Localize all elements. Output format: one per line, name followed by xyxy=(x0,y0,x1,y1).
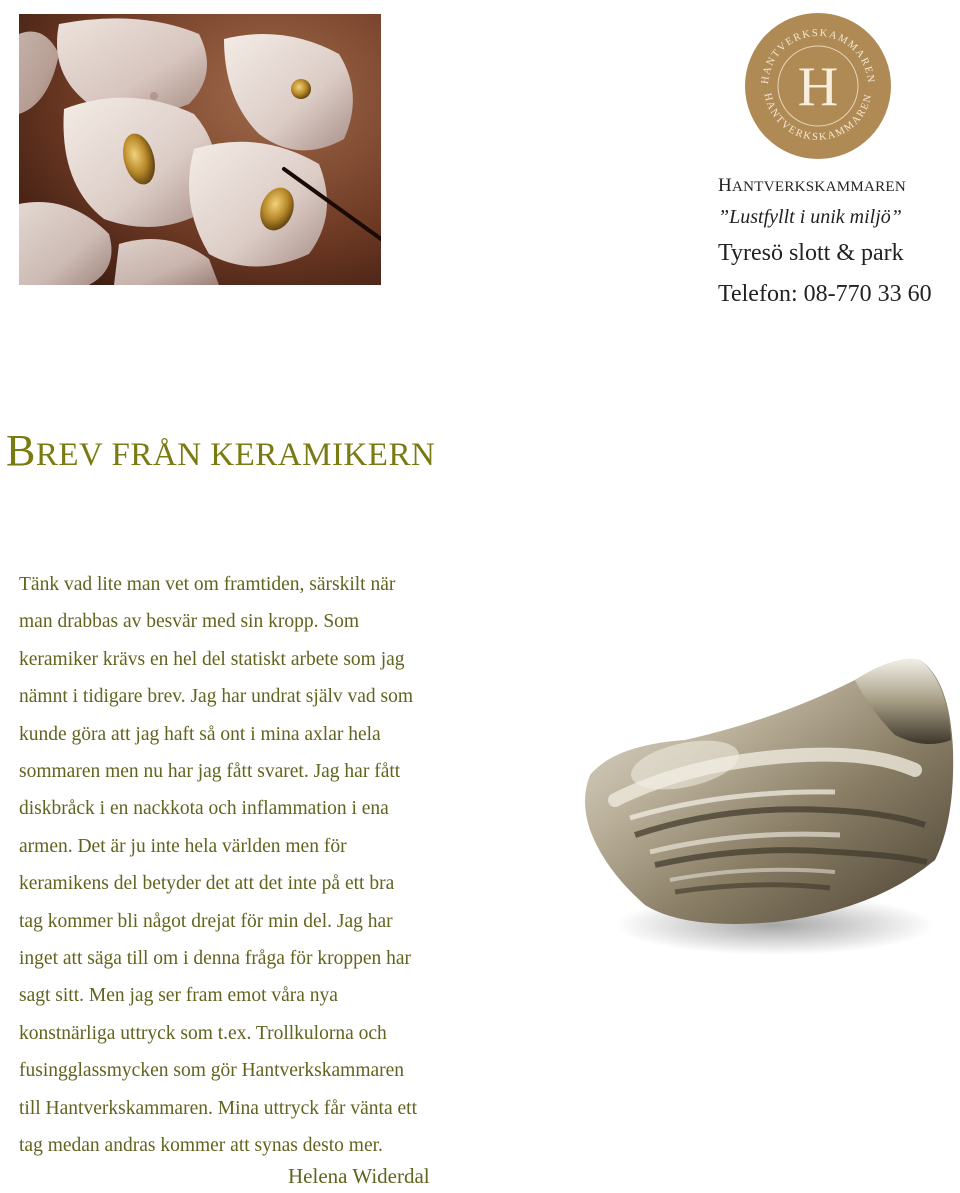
handshake-bead-photo xyxy=(575,640,960,970)
letter-line: tag kommer bli något drejat för min del. Jag har xyxy=(19,910,393,932)
contact-block xyxy=(718,174,958,306)
phone-number: Telefon: 08-770 33 60 xyxy=(718,281,932,307)
ceramics-photo-image xyxy=(19,14,381,285)
letter-line: kunde göra att jag haft så ont i mina axlar hela xyxy=(19,723,381,745)
letter-line: man drabbas av besvär med sin kropp. Som xyxy=(19,611,360,633)
seal-ring-text-bottom: HANTVERKSKAMMAREN xyxy=(761,92,875,144)
letter-line: konstnärliga uttryck som t.ex. Trollkulorna och xyxy=(19,1022,387,1044)
letter-line: Tänk vad lite man vet om framtiden, särskilt när xyxy=(19,574,396,595)
letter-line: tag medan andras kommer att synas desto mer. xyxy=(19,1135,383,1157)
page-title-rest: REV FRÅN KERAMIKERN xyxy=(35,437,436,473)
business-name-initial: H xyxy=(718,175,733,196)
letter-line: keramiker krävs en hel del statiskt arbete som jag xyxy=(19,648,405,670)
page-title xyxy=(6,425,435,476)
seal-ring-text-top: HANTVERKSKAMMAREN xyxy=(759,27,877,85)
letter-line: fusingglassmycken som gör Hantverkskammaren xyxy=(19,1060,405,1082)
letter-line: inget att säga till om i denna fråga för kroppen har xyxy=(19,948,412,970)
signature: Helena Widerdal xyxy=(288,1164,430,1188)
letter-line: keramikens del betyder det att det inte på ett bra xyxy=(19,873,395,895)
letter-line: till Hantverkskammaren. Mina uttryck får vänta ett xyxy=(19,1097,417,1119)
location: Tyresö slott & park xyxy=(718,240,904,266)
business-name xyxy=(718,176,958,195)
letter-line: sagt sitt. Men jag ser fram emot våra nya xyxy=(19,985,338,1007)
hantverkskammaren-seal xyxy=(744,12,892,160)
ceramics-photo xyxy=(19,14,381,285)
letter-body xyxy=(19,566,489,1165)
page-title-initial: B xyxy=(6,426,36,475)
letter-line: diskbråck i en nackkota och inflammation i ena xyxy=(19,798,389,820)
business-name-rest: ANTVERKSKAMMAREN xyxy=(732,179,907,195)
letter-line: armen. Det är ju inte hela världen men för xyxy=(19,835,347,857)
letter-line: sommaren men nu har jag fått svaret. Jag har fått xyxy=(19,761,401,783)
letter-line: nämnt i tidigare brev. Jag har undrat själv vad som xyxy=(19,686,414,708)
seal-monogram: H xyxy=(797,56,839,118)
tagline: ”Lustfyllt i unik miljö” xyxy=(718,206,902,228)
